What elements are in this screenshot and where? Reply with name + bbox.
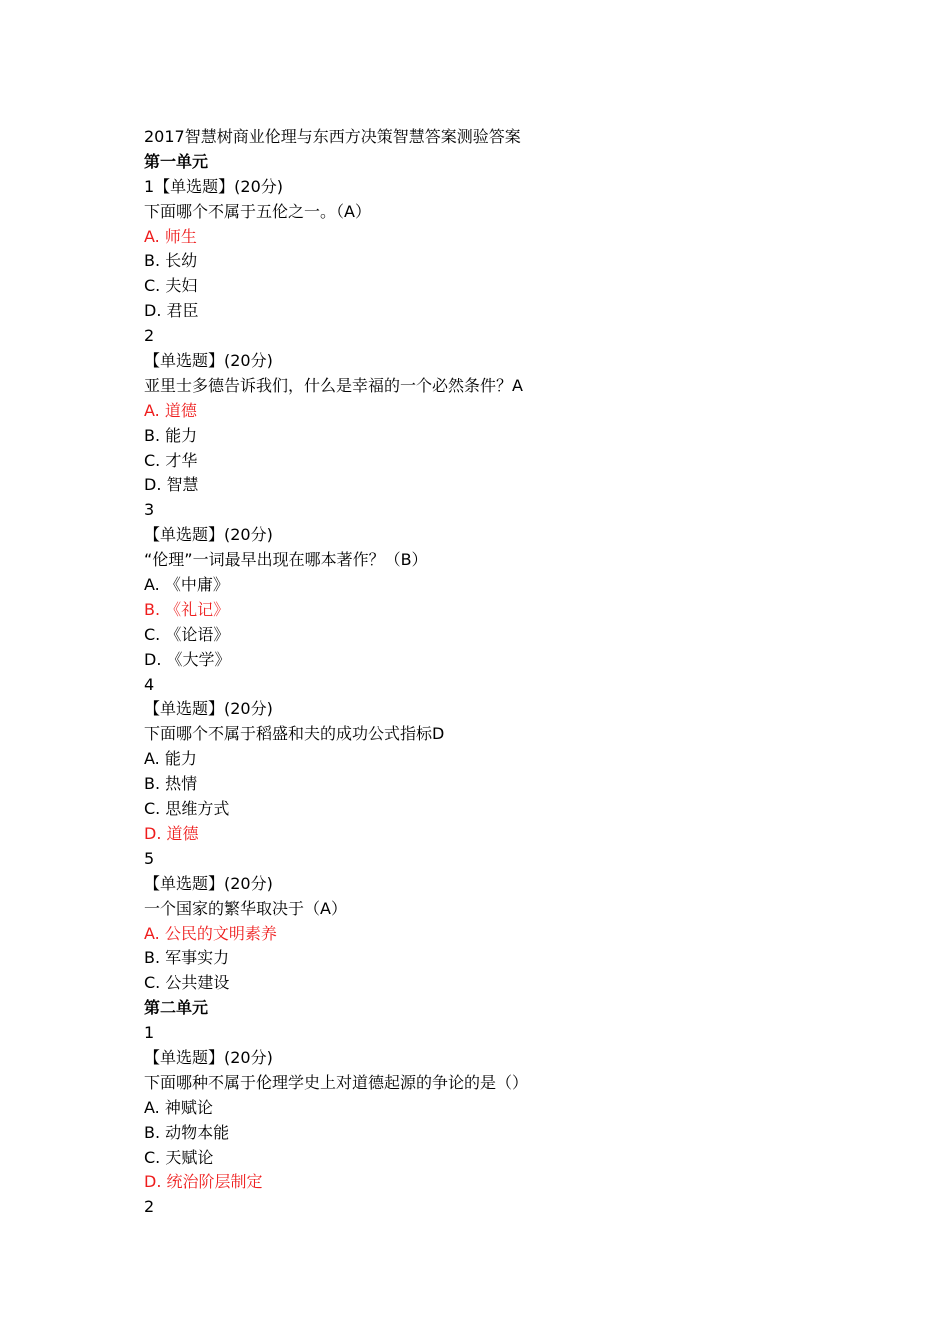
text-line: C. 《论语》 xyxy=(144,624,230,644)
text-line: 5 xyxy=(144,848,155,868)
correct-answer-option: A. 道德 xyxy=(144,400,197,420)
text-line: D. 智慧 xyxy=(144,475,199,495)
text-line: 2 xyxy=(144,1197,155,1217)
text-line: 【单选题】(20分) xyxy=(144,873,273,893)
text-line: B. 长幼 xyxy=(144,251,198,271)
text-line: 2 xyxy=(144,326,155,346)
correct-answer-option: D. 道德 xyxy=(144,823,199,843)
text-line: 3 xyxy=(144,500,155,520)
text-line: 【单选题】(20分) xyxy=(144,525,273,545)
text-line: B. 军事实力 xyxy=(144,948,230,968)
text-line: 一个国家的繁华取决于（A） xyxy=(144,898,347,918)
text-line: D. 《大学》 xyxy=(144,649,231,669)
text-line: C. 才华 xyxy=(144,450,198,470)
text-line: B. 动物本能 xyxy=(144,1122,230,1142)
text-line: 下面哪种不属于伦理学史上对道德起源的争论的是（） xyxy=(144,1072,529,1092)
text-line: A. 能力 xyxy=(144,749,197,769)
text-line: 【单选题】(20分) xyxy=(144,1047,273,1067)
correct-answer-option: A. 师生 xyxy=(144,226,197,246)
text-line: B. 能力 xyxy=(144,425,198,445)
section-heading: 第一单元 xyxy=(144,151,209,171)
document-lines xyxy=(144,150,824,1220)
text-line: D. 君臣 xyxy=(144,301,199,321)
document-body xyxy=(144,125,824,1220)
correct-answer-option: D. 统治阶层制定 xyxy=(144,1172,263,1192)
correct-answer-option: A. 公民的文明素养 xyxy=(144,923,277,943)
text-line: A. 《中庸》 xyxy=(144,575,229,595)
text-line: 下面哪个不属于稻盛和夫的成功公式指标D xyxy=(144,724,445,744)
document-title: 2017智慧树商业伦理与东西方决策智慧答案测验答案 xyxy=(144,127,521,146)
text-line: A. 神赋论 xyxy=(144,1097,213,1117)
text-line: “伦理”一词最早出现在哪本著作？（B） xyxy=(144,550,428,570)
text-line: C. 思维方式 xyxy=(144,799,230,819)
text-line: 4 xyxy=(144,674,155,694)
text-line: 【单选题】(20分) xyxy=(144,351,273,371)
text-line: 1【单选题】(20分) xyxy=(144,176,284,196)
text-line: 下面哪个不属于五伦之一。（A） xyxy=(144,201,371,221)
text-line: 1 xyxy=(144,1023,155,1043)
text-line: C. 公共建设 xyxy=(144,973,230,993)
text-line: C. 天赋论 xyxy=(144,1147,214,1167)
text-line: 亚里士多德告诉我们，什么是幸福的一个必然条件？A xyxy=(144,375,523,395)
text-line: C. 夫妇 xyxy=(144,276,198,296)
text-line: 【单选题】(20分) xyxy=(144,699,273,719)
text-line: B. 热情 xyxy=(144,774,198,794)
correct-answer-option: B. 《礼记》 xyxy=(144,599,230,619)
section-heading: 第二单元 xyxy=(144,998,209,1018)
